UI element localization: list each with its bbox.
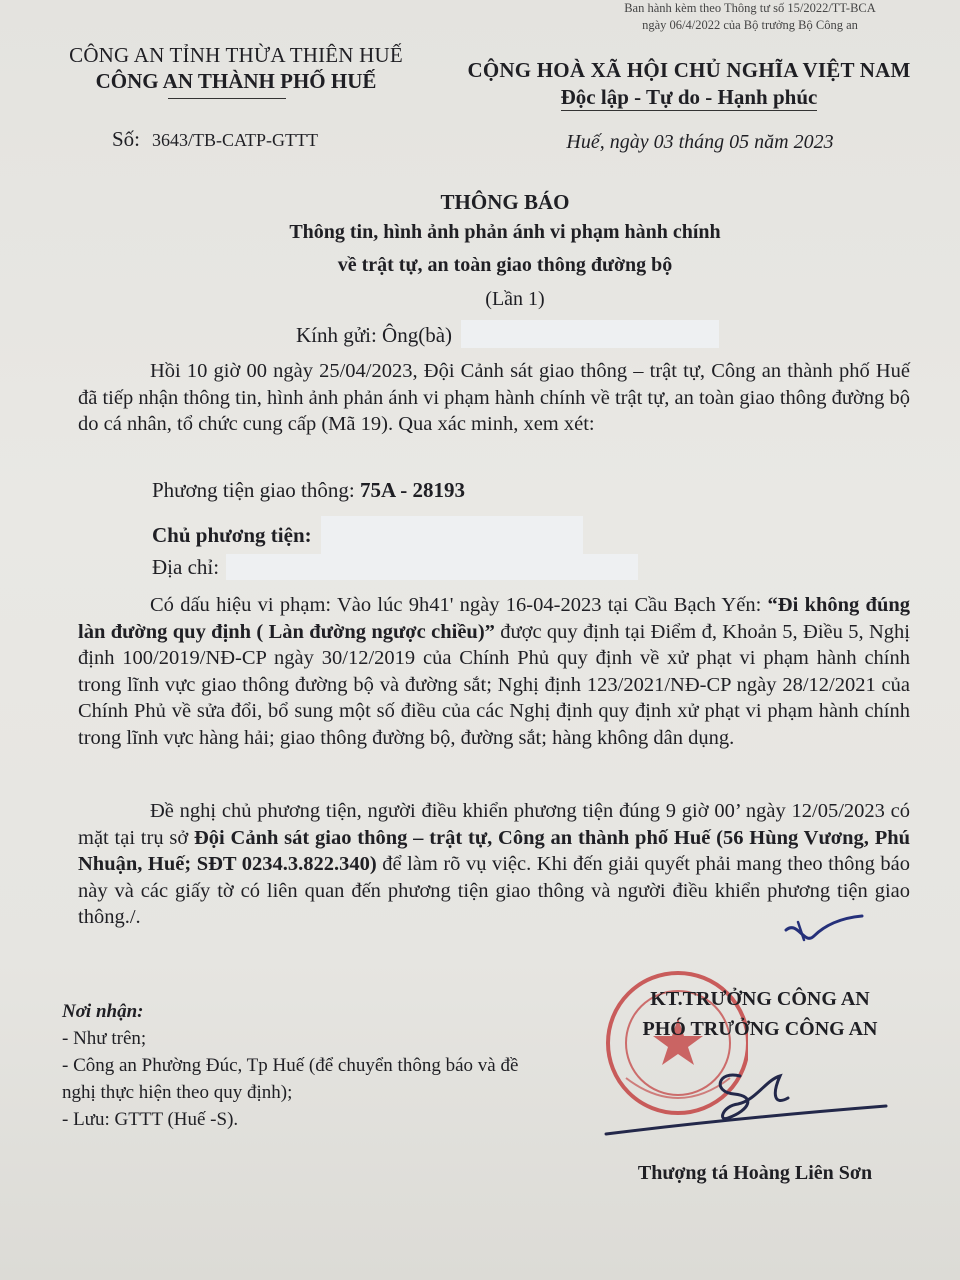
signature-authority	[600, 984, 920, 1044]
document-subtitle-line2: về trật tự, an toàn giao thông đường bộ	[337, 254, 673, 276]
paragraph-receipt	[78, 358, 910, 438]
national-motto-text: Độc lập - Tự do - Hạnh phúc	[560, 85, 818, 109]
document-number	[112, 127, 318, 152]
distribution-list	[62, 998, 532, 1133]
summons-location: Đội Cảnh sát giao thông – trật tự, Công an thành phố Huế (56 Hùng Vương, Phú Nhuận, Huế; SĐT 0234.3.822.340)	[78, 826, 911, 875]
distribution-item: - Lưu: GTTT (Huế -S).	[62, 1109, 239, 1130]
signature-authority-line2: PHÓ TRƯỞNG CÔNG AN	[642, 1018, 878, 1040]
distribution-item: - Công an Phường Đúc, Tp Huế (để chuyển thông báo và đề nghị thực hiện theo quy định);	[62, 1055, 519, 1103]
redacted-recipient-name	[461, 320, 719, 348]
paragraph-violation	[78, 592, 910, 751]
notice-count: (Lần 1)	[485, 288, 545, 310]
handwritten-signature	[600, 1040, 900, 1150]
document-number-label: Số:	[112, 127, 141, 151]
violation-legal-basis: được quy định tại Điểm đ, Khoản 5, Điều 5, Nghị định 100/2019/NĐ-CP ngày 30/12/2019 của Chính Phủ quy định về xử phạt vi phạm hành chính trong lĩnh vực giao thông đường bộ và đường sắt; Nghị định 123/2021/NĐ-CP ngày 28/12/2021 của Chính Phủ về sửa đổi, bổ sung một số điều của các Nghị định quy định xử phạt vi phạm hành chính trong lĩnh vực hàng hải; giao thông đường bộ, đường sắt; hàng không dân dụng.	[78, 620, 910, 749]
handwritten-initial-mark	[780, 900, 870, 950]
issuing-organization: CÔNG AN THÀNH PHỐ HUẾ	[95, 69, 377, 93]
circular-reference-line1: Ban hành kèm theo Thông tư số 15/2022/TT-BCA	[624, 1, 876, 15]
organization-underline	[168, 98, 286, 99]
national-title: CỘNG HOÀ XÃ HỘI CHỦ NGHĨA VIỆT NAM	[467, 58, 911, 82]
signature-authority-line1: KT.TRƯỞNG CÔNG AN	[650, 988, 870, 1010]
vehicle-label: Phương tiện giao thông:	[152, 478, 355, 502]
vehicle-field	[152, 478, 465, 503]
address-label: Địa chỉ:	[152, 555, 220, 579]
place-and-date: Huế, ngày 03 tháng 05 năm 2023	[566, 131, 834, 153]
owner-label: Chủ phương tiện:	[152, 523, 312, 547]
summons-instructions: để làm rõ vụ việc. Khi đến giải quyết phải mang theo thông báo này và các giấy tờ có liên quan đến phương tiện giao thông và người điều khiển phương tiện giao thông./.	[78, 853, 911, 928]
distribution-item: - Như trên;	[62, 1028, 147, 1049]
recipient-line	[296, 320, 719, 348]
circular-reference-line2: ngày 06/4/2022 của Bộ trưởng Bộ Công an	[642, 18, 858, 32]
owner-field	[152, 516, 583, 554]
distribution-heading: Nơi nhận:	[62, 1001, 144, 1022]
summons-intro: Đề nghị chủ phương tiện, người điều khiển phương tiện đúng 9 giờ 00’ ngày 12/05/2023 có mặt tại trụ sở	[78, 800, 910, 849]
circular-reference-note	[560, 0, 940, 34]
document-title: THÔNG BÁO	[440, 190, 570, 214]
redacted-owner-name	[321, 516, 583, 554]
violation-intro: Có dấu hiệu vi phạm: Vào lúc 9h41' ngày 16-04-2023 tại Cầu Bạch Yến:	[150, 594, 762, 616]
document-number-value: 3643/TB-CATP-GTTT	[152, 130, 319, 150]
paragraph-receipt-text: Hồi 10 giờ 00 ngày 25/04/2023, Đội Cảnh sát giao thông – trật tự, Công an thành phố Huế đã tiếp nhận thông tin, hình ảnh phản ánh vi phạm hành chính về trật tự, an toàn giao thông đường bộ do cá nhân, tổ chức cung cấp (Mã 19). Qua xác minh, xem xét:	[78, 360, 910, 435]
redacted-address	[226, 554, 638, 580]
parent-organization: CÔNG AN TỈNH THỪA THIÊN HUẾ	[69, 43, 403, 67]
document-subtitle-line1: Thông tin, hình ảnh phản ánh vi phạm hành chính	[289, 221, 721, 243]
national-motto	[444, 85, 934, 109]
address-field	[152, 554, 638, 580]
signer-name: Thượng tá Hoàng Liên Sơn	[637, 1162, 873, 1184]
recipient-label: Kính gửi: Ông(bà)	[296, 323, 453, 347]
violation-description: “Đi không đúng làn đường quy định ( Làn đường ngược chiều)”	[78, 594, 910, 643]
vehicle-plate: 75A - 28193	[359, 478, 465, 502]
